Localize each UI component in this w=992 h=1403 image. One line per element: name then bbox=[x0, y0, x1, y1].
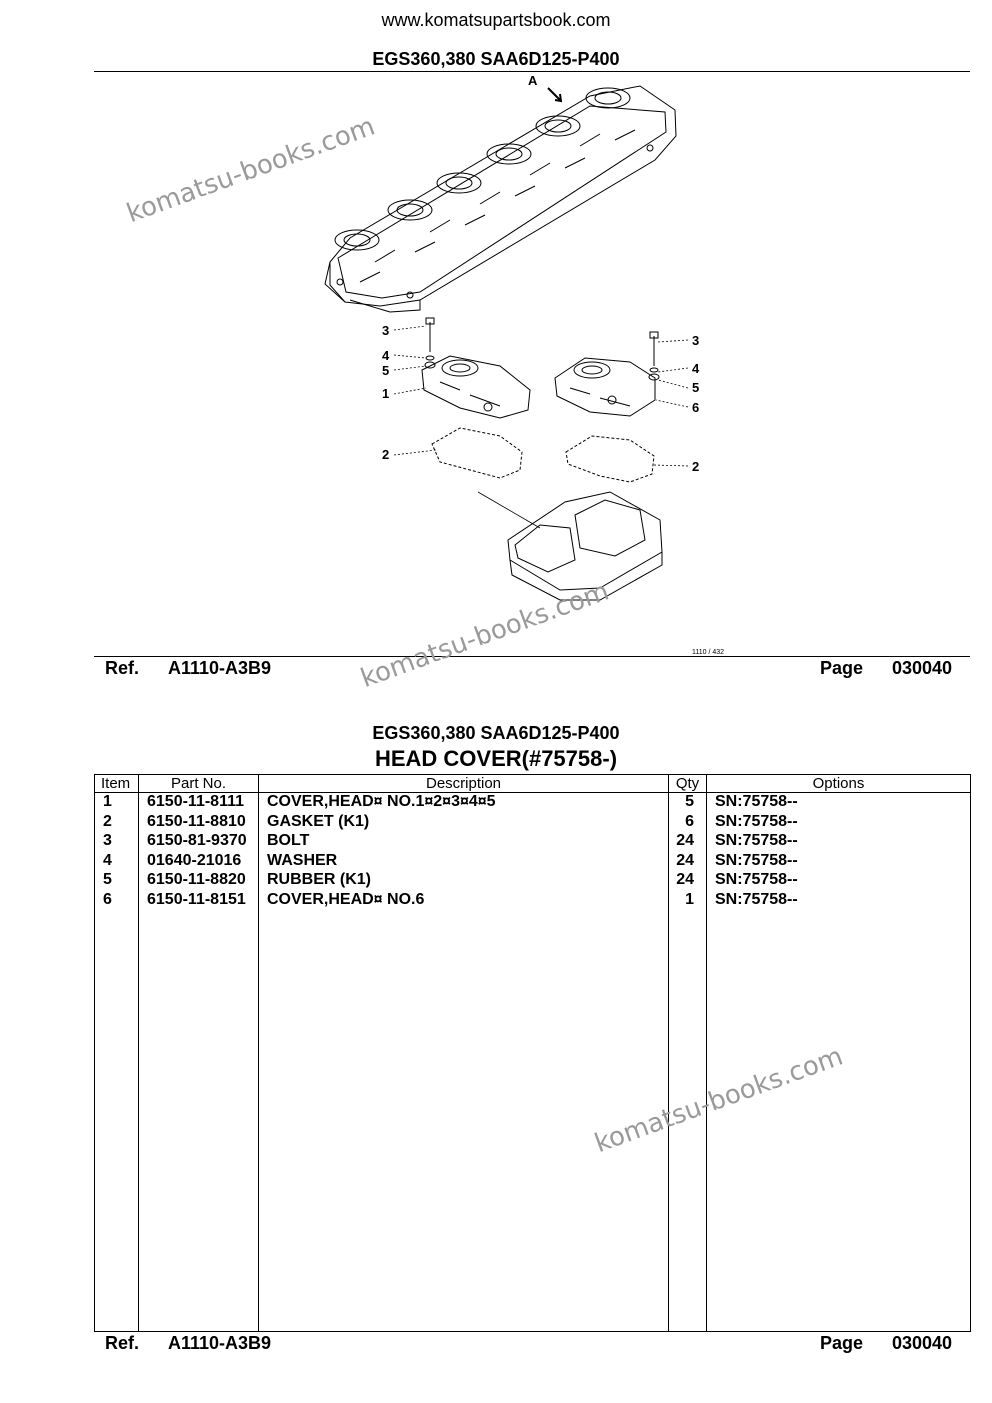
parts-table-header bbox=[95, 775, 971, 793]
page-label: Page bbox=[820, 1333, 864, 1353]
row-qty: 1 bbox=[669, 891, 707, 911]
diagram-ref-code: 1110 / 432 bbox=[692, 649, 725, 656]
row-part-no: 6150-11-8151 bbox=[139, 891, 259, 911]
head-cover-assembly-drawing bbox=[325, 86, 676, 312]
row-qty: 6 bbox=[669, 813, 707, 833]
row-options: SN:75758-- bbox=[707, 793, 971, 813]
row-options: SN:75758-- bbox=[707, 871, 971, 891]
row-description: COVER,HEAD¤ NO.1¤2¤3¤4¤5 bbox=[259, 793, 669, 813]
cover-left-drawing bbox=[422, 318, 530, 418]
callout-2-left: 2 bbox=[382, 447, 390, 462]
callout-4-left: 4 bbox=[382, 348, 390, 363]
row-description: WASHER bbox=[259, 852, 669, 872]
row-qty: 24 bbox=[669, 852, 707, 872]
callout-4-right: 4 bbox=[692, 361, 700, 376]
model-heading: EGS360,380 SAA6D125-P400 bbox=[372, 49, 620, 69]
row-qty: 24 bbox=[669, 832, 707, 852]
row-item: 2 bbox=[95, 813, 139, 833]
callout-3-right: 3 bbox=[692, 333, 700, 348]
watermark: komatsu-books.com bbox=[590, 1041, 847, 1160]
ref-value: A1110-A3B9 bbox=[168, 1333, 272, 1353]
table-row bbox=[95, 891, 971, 911]
gasket-right-drawing bbox=[566, 436, 654, 482]
page-value: 030040 bbox=[892, 1333, 953, 1353]
row-options: SN:75758-- bbox=[707, 852, 971, 872]
row-item: 4 bbox=[95, 852, 139, 872]
row-item: 1 bbox=[95, 793, 139, 813]
row-part-no: 6150-11-8810 bbox=[139, 813, 259, 833]
exploded-parts-diagram bbox=[94, 72, 970, 656]
row-options: SN:75758-- bbox=[707, 813, 971, 833]
parts-model-heading: EGS360,380 SAA6D125-P400 bbox=[372, 723, 620, 743]
row-part-no: 01640-21016 bbox=[139, 852, 259, 872]
table-row bbox=[95, 793, 971, 813]
ref-label: Ref. bbox=[105, 1333, 140, 1353]
parts-title: HEAD COVER(#75758-) bbox=[374, 746, 618, 771]
table-row bbox=[95, 852, 971, 872]
row-description: COVER,HEAD¤ NO.6 bbox=[259, 891, 669, 911]
gasket-left-drawing bbox=[432, 428, 522, 478]
row-qty: 5 bbox=[669, 793, 707, 813]
callout-2-right: 2 bbox=[692, 459, 700, 474]
row-part-no: 6150-11-8820 bbox=[139, 871, 259, 891]
watermark: komatsu-books.com bbox=[356, 576, 613, 695]
callout-1: 1 bbox=[382, 386, 390, 401]
row-qty: 24 bbox=[669, 871, 707, 891]
table-filler-row bbox=[95, 910, 971, 1332]
row-options: SN:75758-- bbox=[707, 891, 971, 911]
row-description: BOLT bbox=[259, 832, 669, 852]
col-qty: Qty bbox=[669, 775, 707, 793]
page-footer bbox=[0, 1333, 992, 1357]
cover-right-drawing bbox=[555, 332, 659, 416]
row-options: SN:75758-- bbox=[707, 832, 971, 852]
row-item: 6 bbox=[95, 891, 139, 911]
row-item: 5 bbox=[95, 871, 139, 891]
callout-5-right: 5 bbox=[692, 380, 700, 395]
row-part-no: 6150-81-9370 bbox=[139, 832, 259, 852]
view-label-a: A bbox=[528, 73, 538, 88]
callout-3-left: 3 bbox=[382, 323, 390, 338]
diagram-bottom-divider bbox=[94, 656, 970, 657]
callout-6: 6 bbox=[692, 400, 700, 415]
row-description: RUBBER (K1) bbox=[259, 871, 669, 891]
callout-5-left: 5 bbox=[382, 363, 390, 378]
ref-value: A1110-A3B9 bbox=[168, 658, 272, 678]
page-label: Page bbox=[820, 658, 864, 678]
watermark: komatsu-books.com bbox=[122, 111, 379, 230]
ref-label: Ref. bbox=[105, 658, 140, 678]
col-options: Options bbox=[707, 775, 971, 793]
table-row bbox=[95, 832, 971, 852]
table-row bbox=[95, 871, 971, 891]
table-row bbox=[95, 813, 971, 833]
col-description: Description bbox=[259, 775, 669, 793]
row-part-no: 6150-11-8111 bbox=[139, 793, 259, 813]
col-item: Item bbox=[95, 775, 139, 793]
cylinder-head-drawing bbox=[478, 492, 662, 600]
site-url: www.komatsupartsbook.com bbox=[381, 10, 611, 30]
page-value: 030040 bbox=[892, 658, 953, 678]
row-item: 3 bbox=[95, 832, 139, 852]
col-part-no: Part No. bbox=[139, 775, 259, 793]
row-description: GASKET (K1) bbox=[259, 813, 669, 833]
diagram-footer bbox=[0, 658, 992, 682]
